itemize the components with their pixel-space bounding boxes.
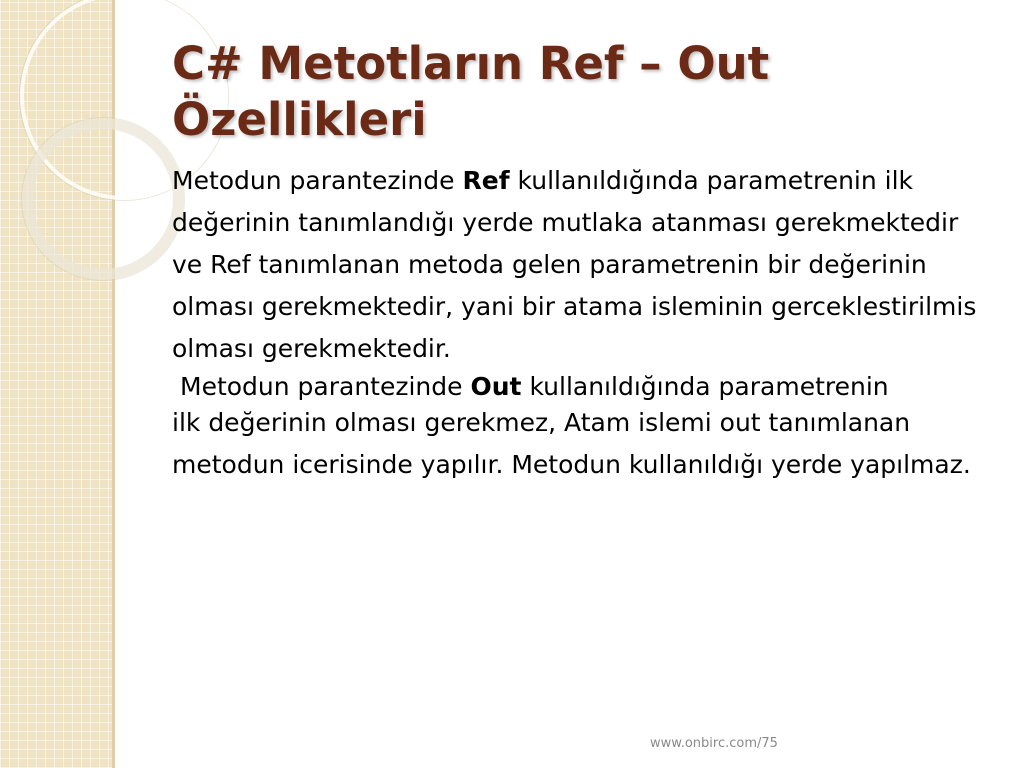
ref-keyword: Ref <box>462 166 510 195</box>
slide-title: C# Metotların Ref – Out Özellikleri <box>172 37 770 146</box>
decorative-ring-small <box>22 118 184 280</box>
paragraph-out-first-line <box>172 372 992 402</box>
paragraph-out-prefix: Metodun parantezinde <box>180 372 471 401</box>
footer-url: www.onbirc.com/75 <box>650 736 778 751</box>
paragraph-out <box>172 372 992 486</box>
paragraph-ref <box>172 160 992 370</box>
paragraph-out-text: ilk değerinin olması gerekmez, Atam islemi out tanımlanan metodun icerisinde yapılır. Metodun kullanıldığı yerde yapılmaz. <box>172 408 971 479</box>
paragraph-ref-prefix: Metodun parantezinde <box>172 166 463 195</box>
paragraph-out-suffix: kullanıldığında parametrenin <box>521 372 889 401</box>
slide-body <box>172 160 992 486</box>
paragraph-ref-text: kullanıldığında parametrenin ilk değerinin tanımlandığı yerde mutlaka atanması gerekmektedir ve Ref tanımlanan metoda gelen parametrenin bir değerinin olması gerekmektedir, yani bir atama isleminin gerceklestirilmis olması gerekmektedir. <box>172 166 977 363</box>
out-keyword: Out <box>470 372 522 401</box>
